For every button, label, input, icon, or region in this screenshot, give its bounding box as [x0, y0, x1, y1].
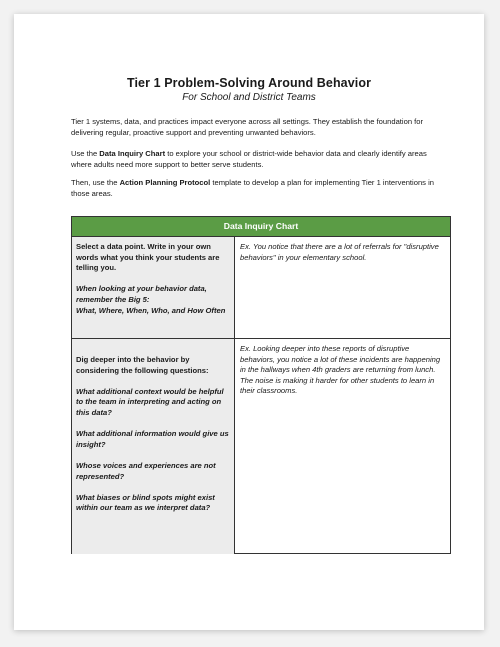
page-subtitle: For School and District Teams — [182, 92, 316, 103]
dig-deeper-prompt: Dig deeper into the behavior by considering the following questions: — [76, 355, 209, 375]
question-item: What additional information would give us insight? — [76, 429, 229, 449]
prompt-cell — [72, 237, 235, 338]
big-five-hint: When looking at your behavior data, remember the Big 5: — [76, 284, 207, 304]
chart-row-select-data-point — [72, 237, 450, 339]
page-title: Tier 1 Problem-Solving Around Behavior — [126, 76, 372, 90]
chart-row-dig-deeper — [72, 339, 450, 554]
chart-header: Data Inquiry Chart — [72, 217, 450, 237]
question-item: Whose voices and experiences are not represented? — [76, 460, 216, 481]
data-inquiry-chart — [71, 216, 451, 554]
data-inquiry-chart-reference: Data Inquiry Chart — [99, 149, 166, 158]
intro-paragraph: Tier 1 systems, data, and practices impact everyone across all settings. They establish the foundation for delivering regular, proactive support and preventing unwanted behaviors. — [71, 117, 424, 138]
question-item: What biases or blind spots might exist within our team as we interpret data? — [76, 492, 215, 513]
action-planning-paragraph — [71, 177, 437, 199]
paragraph-text: template to develop a plan for implementing Tier 1 interventions in those areas. — [71, 178, 434, 199]
question-item: What additional context would be helpful to the team in interpreting and acting on this data? — [76, 386, 224, 417]
paragraph-text: to explore your school or district-wide behavior data and clearly identify areas where adults need more support to better serve students. — [71, 149, 427, 170]
big-five-list: What, Where, When, Who, and How Often — [76, 305, 226, 315]
example-cell: Ex. Looking deeper into these reports of disruptive behaviors, you notice a lot of these incidents are happening in the hallways when 4th graders are returning from lunch. The noise is making it harder for other students to learn in their classrooms. — [240, 344, 441, 396]
paragraph-text: Use the — [71, 149, 100, 158]
document-page — [14, 14, 484, 630]
data-inquiry-paragraph — [71, 148, 437, 170]
select-data-point-prompt: Select a data point. Write in your own words what you think your students are telling you. — [76, 242, 220, 273]
prompt-cell — [72, 339, 235, 554]
action-planning-protocol-reference: Action Planning Protocol — [119, 178, 211, 187]
example-cell: Ex. You notice that there are a lot of referrals for "disruptive behaviors" in your elementary school. — [240, 242, 439, 262]
paragraph-text: Then, use the — [71, 178, 120, 187]
